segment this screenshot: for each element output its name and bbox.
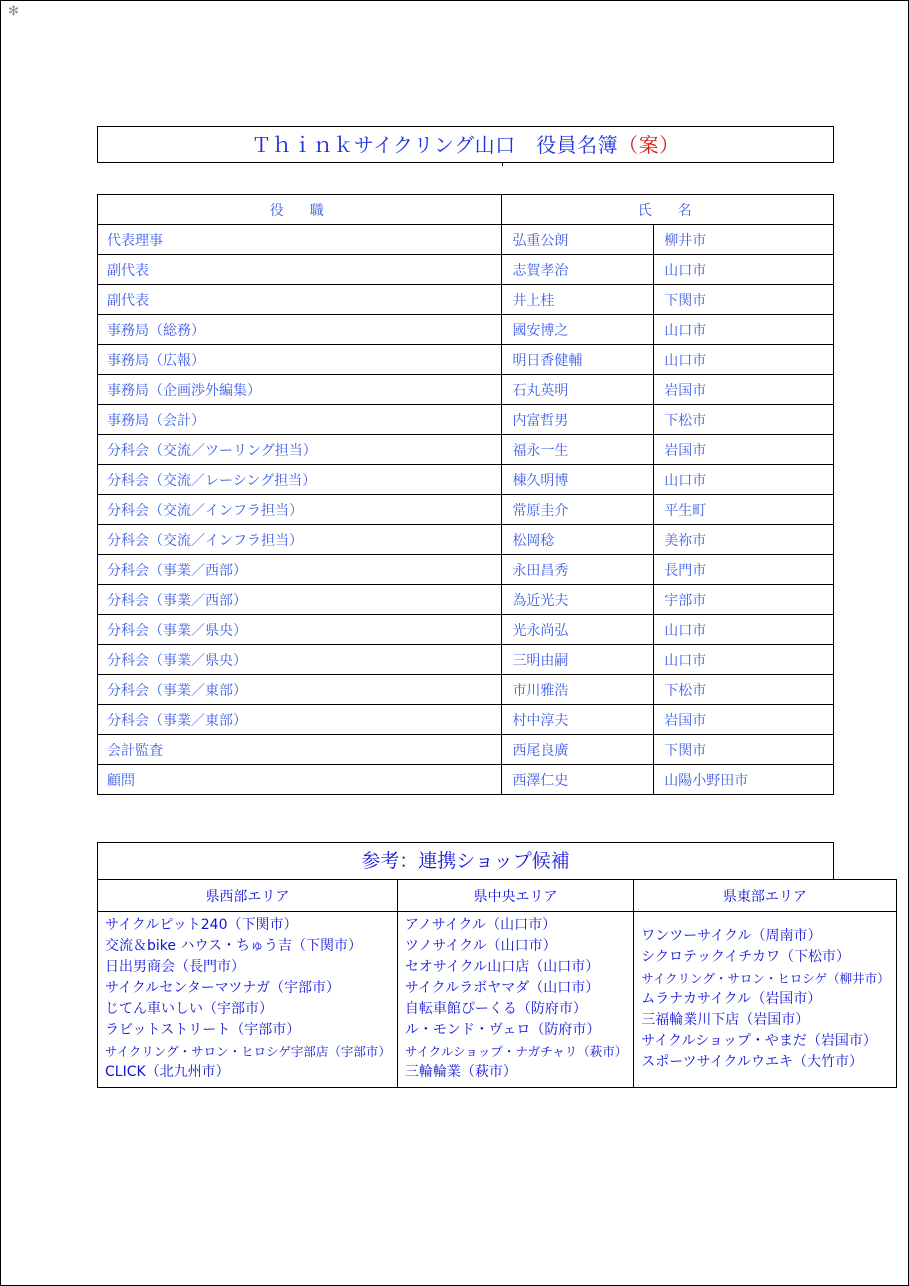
shop-item: 自転車館ぴーくる（防府市）	[404, 1001, 587, 1017]
officer-name: 市川雅浩	[502, 675, 654, 705]
officer-position: 副代表	[98, 255, 502, 285]
shop-item: じてん車いしい（宇部市）	[105, 1001, 273, 1017]
officer-position: 分科会（交流／インフラ担当）	[98, 525, 502, 555]
shop-item: アノサイクル（山口市）	[404, 917, 557, 933]
shop-item: ワンツーサイクル（周南市）	[641, 928, 822, 944]
officer-city: 下松市	[654, 675, 834, 705]
title-main: Ｔｈｉｎｋサイクリング山口 役員名簿	[251, 133, 619, 157]
officer-position: 副代表	[98, 285, 502, 315]
title-divider	[97, 162, 834, 163]
officer-city: 平生町	[654, 495, 834, 525]
shop-item: セオサイクル山口店（山口市）	[404, 959, 600, 975]
roster-row	[98, 495, 834, 525]
area-header-row	[98, 880, 897, 912]
shop-item: サイクルショップ・やまだ（岩国市）	[641, 1033, 877, 1049]
officer-name: 西尾良廣	[502, 735, 654, 765]
shop-item: サイクリング・サロン・ヒロシゲ宇部店（宇部市）	[105, 1044, 391, 1059]
officer-city: 山口市	[654, 255, 834, 285]
officer-name: 村中淳夫	[502, 705, 654, 735]
officer-city: 柳井市	[654, 225, 834, 255]
roster-header-row	[98, 195, 834, 225]
roster-row	[98, 375, 834, 405]
officer-position: 分科会（交流／レーシング担当）	[98, 465, 502, 495]
officer-position: 分科会（交流／ツーリング担当）	[98, 435, 502, 465]
officer-name: 為近光夫	[502, 585, 654, 615]
officer-name: 棟久明博	[502, 465, 654, 495]
officer-city: 岩国市	[654, 375, 834, 405]
officer-city: 下関市	[654, 285, 834, 315]
roster-row	[98, 675, 834, 705]
officer-roster-table	[97, 194, 834, 795]
shop-item: サイクルラボヤマダ（山口市）	[404, 980, 600, 996]
officer-position: 分科会（交流／インフラ担当）	[98, 495, 502, 525]
area-header-east: 県東部エリア	[634, 880, 896, 912]
shop-item: 日出男商会（長門市）	[105, 959, 245, 975]
shop-item: サイクルピット240（下関市）	[105, 917, 298, 933]
shop-item: 交流＆bike ハウス・ちゅう吉（下関市）	[105, 938, 363, 954]
officer-position: 分科会（事業／西部）	[98, 555, 502, 585]
shop-item: シクロテックイチカワ（下松市）	[641, 949, 850, 965]
officer-name: 志賀孝治	[502, 255, 654, 285]
document-title	[97, 126, 834, 163]
shop-item: ラビットストリート（宇部市）	[105, 1022, 301, 1038]
shop-list-central	[397, 912, 633, 1088]
shop-item: サイクルセンターマツナガ（宇部市）	[105, 980, 341, 996]
roster-row	[98, 315, 834, 345]
officer-city: 山陽小野田市	[654, 765, 834, 795]
title-divider-tick	[502, 162, 503, 166]
partner-shop-table	[97, 879, 897, 1088]
roster-row	[98, 615, 834, 645]
officer-position: 顧問	[98, 765, 502, 795]
roster-row	[98, 735, 834, 765]
officer-name: 松岡稔	[502, 525, 654, 555]
officer-name: 光永尚弘	[502, 615, 654, 645]
officer-name: 三明由嗣	[502, 645, 654, 675]
officer-position: 分科会（事業／西部）	[98, 585, 502, 615]
officer-position: 分科会（事業／東部）	[98, 705, 502, 735]
officer-city: 山口市	[654, 315, 834, 345]
shop-list-west	[98, 912, 398, 1088]
officer-city: 山口市	[654, 615, 834, 645]
shop-item: サイクルショップ・ナガチャリ（萩市）	[404, 1044, 628, 1059]
position-column-header: 役 職	[98, 195, 502, 225]
shop-section-title: 参考：連携ショップ候補	[97, 842, 834, 879]
officer-city: 山口市	[654, 465, 834, 495]
officer-name: 國安博之	[502, 315, 654, 345]
roster-row	[98, 645, 834, 675]
roster-row	[98, 435, 834, 465]
roster-row	[98, 255, 834, 285]
shop-item: ムラナカサイクル（岩国市）	[641, 991, 822, 1007]
roster-row	[98, 465, 834, 495]
officer-name: 福永一生	[502, 435, 654, 465]
officer-city: 美祢市	[654, 525, 834, 555]
shop-list-east	[634, 912, 896, 1088]
officer-city: 長門市	[654, 555, 834, 585]
officer-position: 事務局（総務）	[98, 315, 502, 345]
area-header-central: 県中央エリア	[397, 880, 633, 912]
officer-position: 事務局（広報）	[98, 345, 502, 375]
shop-item: 三輪輪業（萩市）	[404, 1064, 517, 1080]
roster-row	[98, 705, 834, 735]
officer-name: 井上桂	[502, 285, 654, 315]
officer-city: 下松市	[654, 405, 834, 435]
officer-position: 代表理事	[98, 225, 502, 255]
shop-item: 三福輪業川下店（岩国市）	[641, 1012, 810, 1028]
officer-position: 会計監査	[98, 735, 502, 765]
corner-mark-icon: ✻	[8, 4, 19, 19]
officer-position: 分科会（事業／県央）	[98, 645, 502, 675]
officer-city: 岩国市	[654, 705, 834, 735]
officer-name: 石丸英明	[502, 375, 654, 405]
shop-item: サイクリング・サロン・ヒロシゲ（柳井市）	[641, 971, 890, 986]
officer-city: 岩国市	[654, 435, 834, 465]
officer-name: 常原圭介	[502, 495, 654, 525]
roster-row	[98, 555, 834, 585]
roster-row	[98, 345, 834, 375]
officer-name: 内富哲男	[502, 405, 654, 435]
shop-item: ツノサイクル（山口市）	[404, 938, 557, 954]
officer-position: 分科会（事業／東部）	[98, 675, 502, 705]
roster-row	[98, 525, 834, 555]
area-header-west: 県西部エリア	[98, 880, 398, 912]
officer-city: 山口市	[654, 645, 834, 675]
officer-name: 永田昌秀	[502, 555, 654, 585]
roster-row	[98, 765, 834, 795]
officer-name: 弘重公朗	[502, 225, 654, 255]
shop-list-row	[98, 912, 897, 1088]
officer-position: 事務局（会計）	[98, 405, 502, 435]
officer-name: 西澤仁史	[502, 765, 654, 795]
officer-position: 事務局（企画渉外編集）	[98, 375, 502, 405]
name-column-header: 氏 名	[502, 195, 834, 225]
roster-row	[98, 405, 834, 435]
roster-row	[98, 225, 834, 255]
officer-name: 明日香健輔	[502, 345, 654, 375]
roster-row	[98, 585, 834, 615]
title-draft-label: （案）	[618, 133, 680, 157]
officer-city: 宇部市	[654, 585, 834, 615]
roster-row	[98, 285, 834, 315]
officer-city: 山口市	[654, 345, 834, 375]
officer-city: 下関市	[654, 735, 834, 765]
officer-position: 分科会（事業／県央）	[98, 615, 502, 645]
shop-item: スポーツサイクルウエキ（大竹市）	[641, 1054, 863, 1070]
shop-item: CLICK（北九州市）	[105, 1064, 230, 1080]
shop-item: ル・モンド・ヴェロ（防府市）	[404, 1022, 601, 1038]
